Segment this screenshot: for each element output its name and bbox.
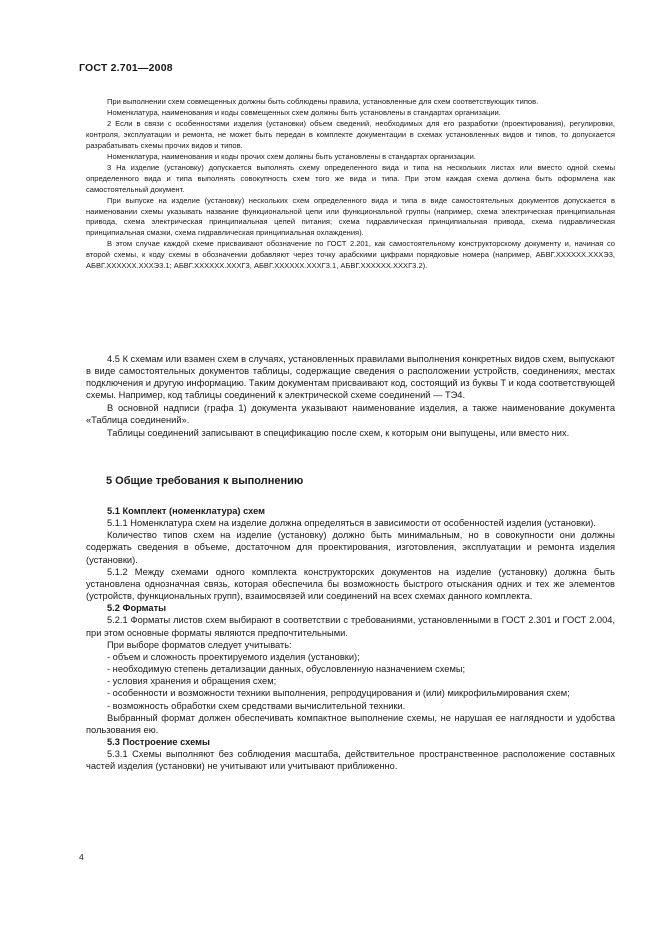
note-paragraph: В этом случае каждой схеме присваивают обозначение по ГОСТ 2.201, как самостоятельному конструкторскому документу и, начиная со второй схемы, к коду схемы в обозначении добавляют через точку арабскими цифрами порядковые номера (например, АБВГ.XXXXXX.XXXЭ3, АБВГ.XXXXXX.XXXЭ3.1; АБВГ.XXXXXX.XXXГ3, АБВГ.XXXXXX.XXXГ3.1, АБВГ.XXXXXX.XXXГ3.2). (86, 239, 615, 271)
subsection-heading: 5.1 Комплект (номенклатура) схем (107, 506, 266, 516)
note-paragraph: 3 На изделие (установку) допускается выполнять схему определенного вида и типа на нескольких листах или вместо одной схемы определенного вида и типа выполнять совокупность схем того же вида и типа. При этом каждая схема должна быть оформлена как самостоятельный документ. (86, 162, 615, 194)
body-paragraph: При выборе форматов следует учитывать: (107, 639, 292, 650)
body-paragraph: В основной надписи (графа 1) документа указывают наименование изделия, а также наименование документа «Таблица соединений». (86, 403, 615, 426)
note-paragraph: Номенклатура, наименования и коды совмещенных схем должны быть установлены в стандартах организации. (107, 107, 501, 117)
note-paragraph: Номенклатура, наименования и коды прочих схем должны быть установлены в стандартах организации. (107, 151, 476, 161)
subsection-heading: 5.3 Построение схемы (107, 736, 210, 747)
list-item: - необходимую степень детализации данных, обусловленную назначением схемы; (107, 664, 466, 675)
body-paragraph: Выбранный формат должен обеспечивать компактное выполнение схемы, не нарушая ее наглядности и удобства пользования ею. (86, 712, 615, 735)
note-paragraph: При выполнении схем совмещенных должны быть соблюдены правила, установленные для схем соответствующих типов. (107, 97, 539, 106)
subsection-heading: 5.2 Форматы (107, 603, 167, 614)
section-heading: 5 Общие требования к выполнению (106, 475, 304, 487)
list-item: - возможность обработки схем средствами вычислительной техники. (107, 700, 406, 711)
section-5-body (86, 505, 615, 772)
clause-4-5-block (86, 353, 615, 439)
body-paragraph: Таблицы соединений записывают в спецификацию после схем, к которым они выпущены, или вместо них. (107, 427, 570, 438)
body-paragraph: Количество типов схем на изделие (установку) должно быть минимальным, но в совокупности они должны содержать сведения в объеме, достаточном для проектирования, изготовления, эксплуатации и ремонта изделия (установки). (86, 530, 615, 565)
body-paragraph: 4.5 К схемам или взамен схем в случаях, установленных правилами выполнения конкретных видов схем, выпускают в виде самостоятельных документов таблицы, содержащие сведения о расположении устройств, соединениях, местах подключения и другую информацию. Таким документам присваивают код, состоящий из буквы Т и кода соответствующей схемы. Например, код таблицы соединений к электрической схеме соединений — ТЭ4. (86, 354, 615, 401)
note-paragraph: При выпуске на изделие (установку) нескольких схем определенного вида и типа в виде самостоятельных документов допускается в наименовании схемы указывать название функциональной цепи или функциональной группы (например, схема электрическая принципиальная привода, схема электрическая принципиальная цепей питания; схема гидравлическая принципиальная привода, схема гидравлическая принципиальная смазки, схема гидравлическая принципиальная охлаждения). (86, 195, 615, 238)
document-header: ГОСТ 2.701—2008 (79, 62, 173, 74)
list-item: - условия хранения и обращения схем; (107, 676, 277, 687)
notes-block (86, 97, 615, 272)
body-paragraph: 5.1.2 Между схемами одного комплекта конструкторских документов на изделие (установку) должна быть установлена однозначная связь, которая обеспечила бы возможность быстрого отыскания одних и тех же элементов (устройств, функциональных групп), взаимосвязей или соединений на всех схемах данного комплекта. (86, 566, 615, 602)
list-item: - объем и сложность проектируемого изделия (установки); (107, 651, 360, 662)
body-paragraph: 5.1.1 Номенклатура схем на изделие должна определяться в зависимости от особенностей изделия (установки). (107, 518, 596, 529)
page-number: 4 (79, 852, 84, 862)
note-paragraph: 2 Если в связи с особенностями изделия (установки) объем сведений, необходимых для его разработки (проектирования), регулировки, контроля, эксплуатации и ремонта, не может быть передан в комплекте документации в схемах установленных видов и типов, то допускается разрабатывать схемы прочих видов и типов. (86, 118, 615, 150)
body-paragraph: 5.3.1 Схемы выполняют без соблюдения масштаба, действительное пространственное расположение составных частей изделия (установки) не учитывают или учитывают приближенно. (86, 749, 615, 772)
body-paragraph: 5.2.1 Форматы листов схем выбирают в соответствии с требованиями, установленными в ГОСТ 2.301 и ГОСТ 2.004, при этом основные форматы являются предпочтительными. (86, 615, 615, 638)
list-item: - особенности и возможности техники выполнения, репродуцирования и (или) микрофильмирования схем; (107, 688, 570, 699)
